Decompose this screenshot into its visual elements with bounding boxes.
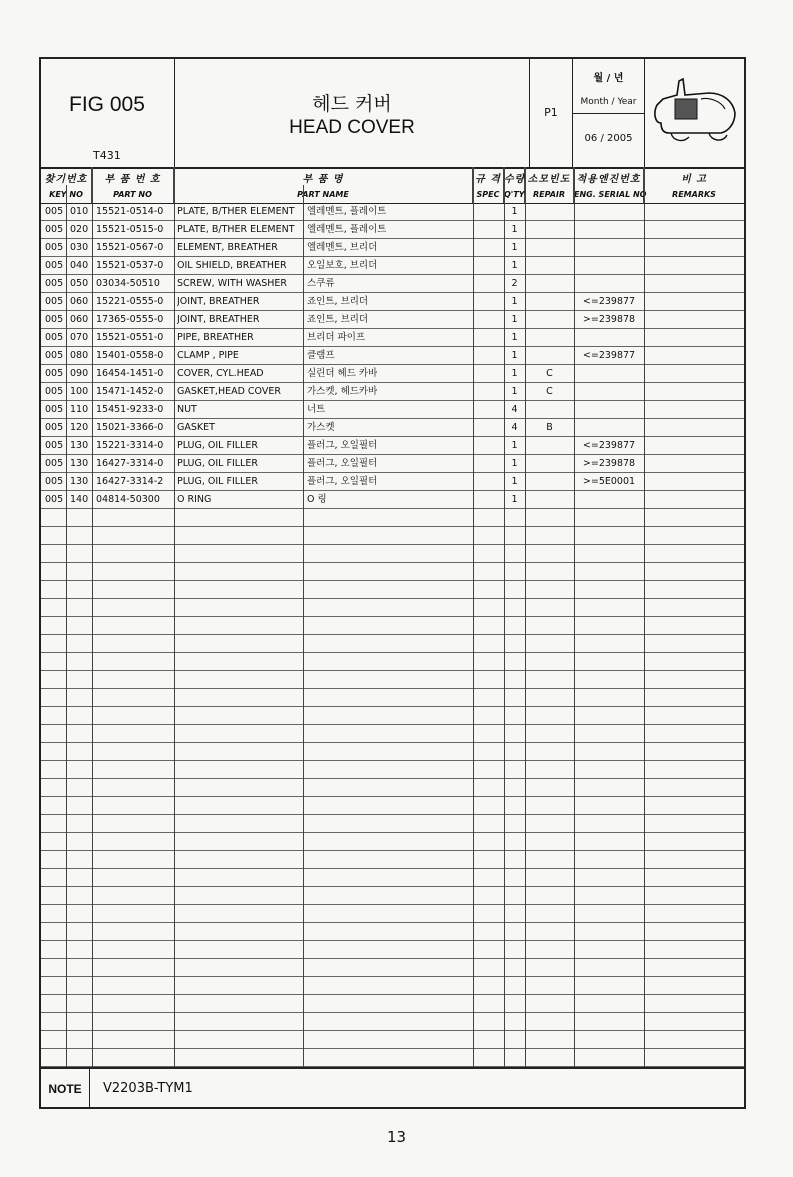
fig-code: T431 xyxy=(93,149,121,162)
page-number: 13 xyxy=(386,1128,407,1146)
page-label: P1 xyxy=(544,106,558,119)
cell-fig: 005 xyxy=(45,314,64,325)
cell-part-no: 15021-3366-0 xyxy=(96,422,164,433)
cell-name-en: NUT xyxy=(177,404,197,415)
table-row xyxy=(41,815,744,833)
cell-repair xyxy=(525,275,574,293)
cell-serial xyxy=(574,275,644,293)
cell-part-no: 15401-0558-0 xyxy=(96,350,164,361)
cell-serial xyxy=(574,203,644,221)
table-row xyxy=(41,491,744,509)
cell-key: 130 xyxy=(70,440,89,451)
table-row xyxy=(41,761,744,779)
cell-qty: 2 xyxy=(511,278,518,289)
cell-name-ko: 실린더 헤드 카바 xyxy=(307,368,378,379)
cell-part-no: 15521-0551-0 xyxy=(96,332,164,343)
column-repair: 소모빈도 REPAIR xyxy=(525,167,574,203)
table-row xyxy=(41,887,744,905)
note-row xyxy=(41,1067,744,1109)
cell-name-en: PIPE, BREATHER xyxy=(177,332,254,343)
cell-name-en: JOINT, BREATHER xyxy=(177,296,260,307)
cell-serial xyxy=(574,401,644,419)
cell-serial xyxy=(574,383,644,401)
cell-fig: 005 xyxy=(45,494,64,505)
grid-line xyxy=(66,185,67,1067)
cell-serial xyxy=(574,257,644,275)
cell-part-no: 15221-0555-0 xyxy=(96,296,164,307)
note-label: NOTE xyxy=(41,1069,90,1109)
cell-fig: 005 xyxy=(45,368,64,379)
table-row xyxy=(41,743,744,761)
cell-key: 070 xyxy=(70,332,89,343)
table-row xyxy=(41,1031,744,1049)
column-spec: 규 격 SPEC xyxy=(473,167,504,203)
table-row xyxy=(41,851,744,869)
cell-serial: <=239877 xyxy=(582,350,636,361)
cell-name-en: GASKET,HEAD COVER xyxy=(177,386,281,397)
cell-name-ko: 플러그, 오일필터 xyxy=(307,476,378,487)
table-row xyxy=(41,347,744,365)
cell-name-ko: 죠인트, 브리더 xyxy=(307,314,369,325)
cell-serial: >=239878 xyxy=(582,314,636,325)
cell-part-no: 15521-0514-0 xyxy=(96,206,164,217)
cell-repair xyxy=(525,221,574,239)
cell-fig: 005 xyxy=(45,296,64,307)
cell-part-no: 16427-3314-2 xyxy=(96,476,164,487)
cell-key: 050 xyxy=(70,278,89,289)
cell-serial: <=239877 xyxy=(582,440,636,451)
cell-repair xyxy=(525,347,574,365)
table-row xyxy=(41,671,744,689)
table-row xyxy=(41,725,744,743)
cell-name-ko: 너트 xyxy=(307,404,326,415)
cell-serial: >=239878 xyxy=(582,458,636,469)
cell-qty: 1 xyxy=(511,206,518,217)
cell-name-ko: 오일보호, 브리더 xyxy=(307,260,378,271)
cell-repair xyxy=(525,491,574,509)
cell-key: 020 xyxy=(70,224,89,235)
grid-line xyxy=(473,167,474,1067)
table-row xyxy=(41,293,744,311)
title-korean: 헤드 커버 xyxy=(312,93,392,115)
fig-number: FIG 005 xyxy=(69,93,145,116)
cell-key: 040 xyxy=(70,260,89,271)
date-label-korean: 월 / 년 xyxy=(593,73,624,84)
page-cell xyxy=(530,59,573,167)
table-row xyxy=(41,653,744,671)
cell-repair xyxy=(525,437,574,455)
parts-table-body xyxy=(41,203,744,1067)
table-row xyxy=(41,509,744,527)
cell-qty: 1 xyxy=(511,368,518,379)
table-row xyxy=(41,455,744,473)
cell-qty: 1 xyxy=(511,242,518,253)
cell-qty: 1 xyxy=(511,260,518,271)
cell-repair xyxy=(525,455,574,473)
table-row xyxy=(41,383,744,401)
cell-fig: 005 xyxy=(45,350,64,361)
cell-repair xyxy=(525,401,574,419)
table-row xyxy=(41,257,744,275)
cell-name-ko: 스쿠류 xyxy=(307,278,335,289)
cell-repair xyxy=(525,293,574,311)
cell-serial xyxy=(574,221,644,239)
column-qty: 수량 Q'TY xyxy=(504,167,525,203)
date-cell xyxy=(573,59,645,167)
cell-key: 120 xyxy=(70,422,89,433)
cell-key: 080 xyxy=(70,350,89,361)
column-part-no: 부 품 번 호 PART NO xyxy=(92,167,174,203)
cell-serial: >=5E0001 xyxy=(582,476,636,487)
cell-part-no: 03034-50510 xyxy=(96,278,160,289)
cell-qty: 1 xyxy=(511,476,518,487)
cell-qty: 1 xyxy=(511,386,518,397)
table-row xyxy=(41,401,744,419)
cell-fig: 005 xyxy=(45,404,64,415)
cell-serial xyxy=(574,419,644,437)
table-row xyxy=(41,419,744,437)
cell-name-en: PLUG, OIL FILLER xyxy=(177,458,258,469)
column-key-no: 찾기번호 KEY NO xyxy=(41,167,92,203)
cell-part-no: 15521-0515-0 xyxy=(96,224,164,235)
grid-line xyxy=(303,185,304,1067)
cell-qty: 1 xyxy=(511,494,518,505)
cell-part-no: 17365-0555-0 xyxy=(96,314,164,325)
cell-name-ko: 엘레멘트, 브리더 xyxy=(307,242,378,253)
table-row xyxy=(41,689,744,707)
table-row xyxy=(41,617,744,635)
cell-name-ko: 엘레멘트, 플레이트 xyxy=(307,224,387,235)
table-row xyxy=(41,527,744,545)
table-row xyxy=(41,923,744,941)
cell-part-no: 16427-3314-0 xyxy=(96,458,164,469)
cell-name-en: COVER, CYL.HEAD xyxy=(177,368,264,379)
column-remarks: 비 고 REMARKS xyxy=(672,174,716,199)
table-row xyxy=(41,995,744,1013)
cell-fig: 005 xyxy=(45,476,64,487)
table-row xyxy=(41,707,744,725)
cell-key: 130 xyxy=(70,458,89,469)
cell-qty: 1 xyxy=(511,440,518,451)
cell-serial xyxy=(574,239,644,257)
table-row xyxy=(41,959,744,977)
cell-name-en: PLUG, OIL FILLER xyxy=(177,476,258,487)
cell-fig: 005 xyxy=(45,224,64,235)
image-cell xyxy=(645,59,744,167)
tractor-icon xyxy=(649,73,739,149)
cell-repair: C xyxy=(546,386,553,397)
cell-repair xyxy=(525,203,574,221)
cell-key: 100 xyxy=(70,386,89,397)
cell-name-ko: 브리더 파이프 xyxy=(307,332,366,343)
table-row xyxy=(41,941,744,959)
cell-fig: 005 xyxy=(45,422,64,433)
cell-repair: C xyxy=(546,368,553,379)
cell-fig: 005 xyxy=(45,242,64,253)
cell-qty: 1 xyxy=(511,458,518,469)
cell-name-en: ELEMENT, BREATHER xyxy=(177,242,278,253)
fig-cell xyxy=(41,59,175,167)
cell-name-en: OIL SHIELD, BREATHER xyxy=(177,260,287,271)
date-divider xyxy=(573,113,645,114)
table-row xyxy=(41,977,744,995)
title-english: HEAD COVER xyxy=(289,117,415,138)
cell-key: 010 xyxy=(70,206,89,217)
cell-name-en: GASKET xyxy=(177,422,215,433)
cell-name-en: O RING xyxy=(177,494,212,505)
table-row xyxy=(41,1049,744,1067)
cell-fig: 005 xyxy=(45,458,64,469)
table-row xyxy=(41,311,744,329)
cell-key: 060 xyxy=(70,296,89,307)
cell-name-en: SCREW, WITH WASHER xyxy=(177,278,288,289)
cell-key: 060 xyxy=(70,314,89,325)
cell-serial xyxy=(574,329,644,347)
table-row xyxy=(41,329,744,347)
grid-line xyxy=(174,167,175,1067)
cell-fig: 005 xyxy=(45,278,64,289)
cell-name-ko: 엘레멘트, 플레이트 xyxy=(307,206,387,217)
cell-serial xyxy=(574,365,644,383)
table-row xyxy=(41,365,744,383)
cell-qty: 1 xyxy=(511,314,518,325)
table-row xyxy=(41,1013,744,1031)
column-eng-serial: 적용엔진번호 ENG. SERIAL NO xyxy=(574,167,644,203)
cell-name-en: PLATE, B/THER ELEMENT xyxy=(177,224,295,235)
cell-name-ko: 클램프 xyxy=(307,350,335,361)
cell-name-en: PLUG, OIL FILLER xyxy=(177,440,258,451)
cell-qty: 1 xyxy=(511,350,518,361)
title-cell xyxy=(175,59,530,167)
cell-qty: 1 xyxy=(511,296,518,307)
cell-repair xyxy=(525,329,574,347)
table-row xyxy=(41,869,744,887)
grid-line xyxy=(92,167,93,1067)
cell-name-en: JOINT, BREATHER xyxy=(177,314,260,325)
cell-key: 090 xyxy=(70,368,89,379)
table-row xyxy=(41,545,744,563)
cell-repair xyxy=(525,239,574,257)
cell-name-en: PLATE, B/THER ELEMENT xyxy=(177,206,295,217)
cell-part-no: 16454-1451-0 xyxy=(96,368,164,379)
cell-repair xyxy=(525,257,574,275)
cell-name-ko: O 링 xyxy=(307,494,327,505)
cell-key: 030 xyxy=(70,242,89,253)
parts-sheet-frame xyxy=(39,57,746,1109)
cell-serial: <=239877 xyxy=(582,296,636,307)
table-row xyxy=(41,797,744,815)
table-row xyxy=(41,581,744,599)
cell-name-ko: 죠인트, 브리더 xyxy=(307,296,369,307)
cell-name-ko: 플러그, 오일필터 xyxy=(307,440,378,451)
cell-qty: 1 xyxy=(511,332,518,343)
cell-part-no: 15471-1452-0 xyxy=(96,386,164,397)
cell-repair xyxy=(525,311,574,329)
table-row xyxy=(41,635,744,653)
table-row xyxy=(41,221,744,239)
table-row xyxy=(41,779,744,797)
table-row xyxy=(41,599,744,617)
cell-key: 140 xyxy=(70,494,89,505)
cell-fig: 005 xyxy=(45,332,64,343)
table-row xyxy=(41,833,744,851)
cell-fig: 005 xyxy=(45,260,64,271)
cell-qty: 4 xyxy=(511,422,518,433)
cell-name-ko: 플러그, 오일필터 xyxy=(307,458,378,469)
table-row xyxy=(41,905,744,923)
grid-line xyxy=(574,167,575,1067)
cell-name-en: CLAMP , PIPE xyxy=(177,350,239,361)
cell-fig: 005 xyxy=(45,206,64,217)
cell-part-no: 15521-0567-0 xyxy=(96,242,164,253)
cell-qty: 1 xyxy=(511,224,518,235)
grid-line xyxy=(644,167,645,1067)
column-header-row xyxy=(41,167,744,204)
grid-line xyxy=(525,167,526,1067)
cell-part-no: 15451-9233-0 xyxy=(96,404,164,415)
table-row xyxy=(41,473,744,491)
cell-name-ko: 가스켓 xyxy=(307,422,335,433)
cell-repair xyxy=(525,473,574,491)
note-value: V2203B-TYM1 xyxy=(103,1081,193,1096)
date-label-english: Month / Year xyxy=(580,97,637,107)
table-row xyxy=(41,437,744,455)
table-row xyxy=(41,275,744,293)
cell-key: 130 xyxy=(70,476,89,487)
cell-fig: 005 xyxy=(45,440,64,451)
column-part-name: 부 품 명 PART NAME xyxy=(174,167,473,203)
sheet-header xyxy=(41,59,744,169)
cell-name-ko: 가스켓, 헤드카바 xyxy=(307,386,378,397)
table-row xyxy=(41,563,744,581)
table-row xyxy=(41,203,744,221)
date-value: 06 / 2005 xyxy=(584,133,633,144)
cell-serial xyxy=(574,491,644,509)
cell-qty: 4 xyxy=(511,404,518,415)
cell-part-no: 15221-3314-0 xyxy=(96,440,164,451)
cell-part-no: 15521-0537-0 xyxy=(96,260,164,271)
table-row xyxy=(41,239,744,257)
cell-key: 110 xyxy=(70,404,89,415)
cell-repair: B xyxy=(546,422,553,433)
grid-line xyxy=(504,167,505,1067)
cell-part-no: 04814-50300 xyxy=(96,494,160,505)
cell-fig: 005 xyxy=(45,386,64,397)
